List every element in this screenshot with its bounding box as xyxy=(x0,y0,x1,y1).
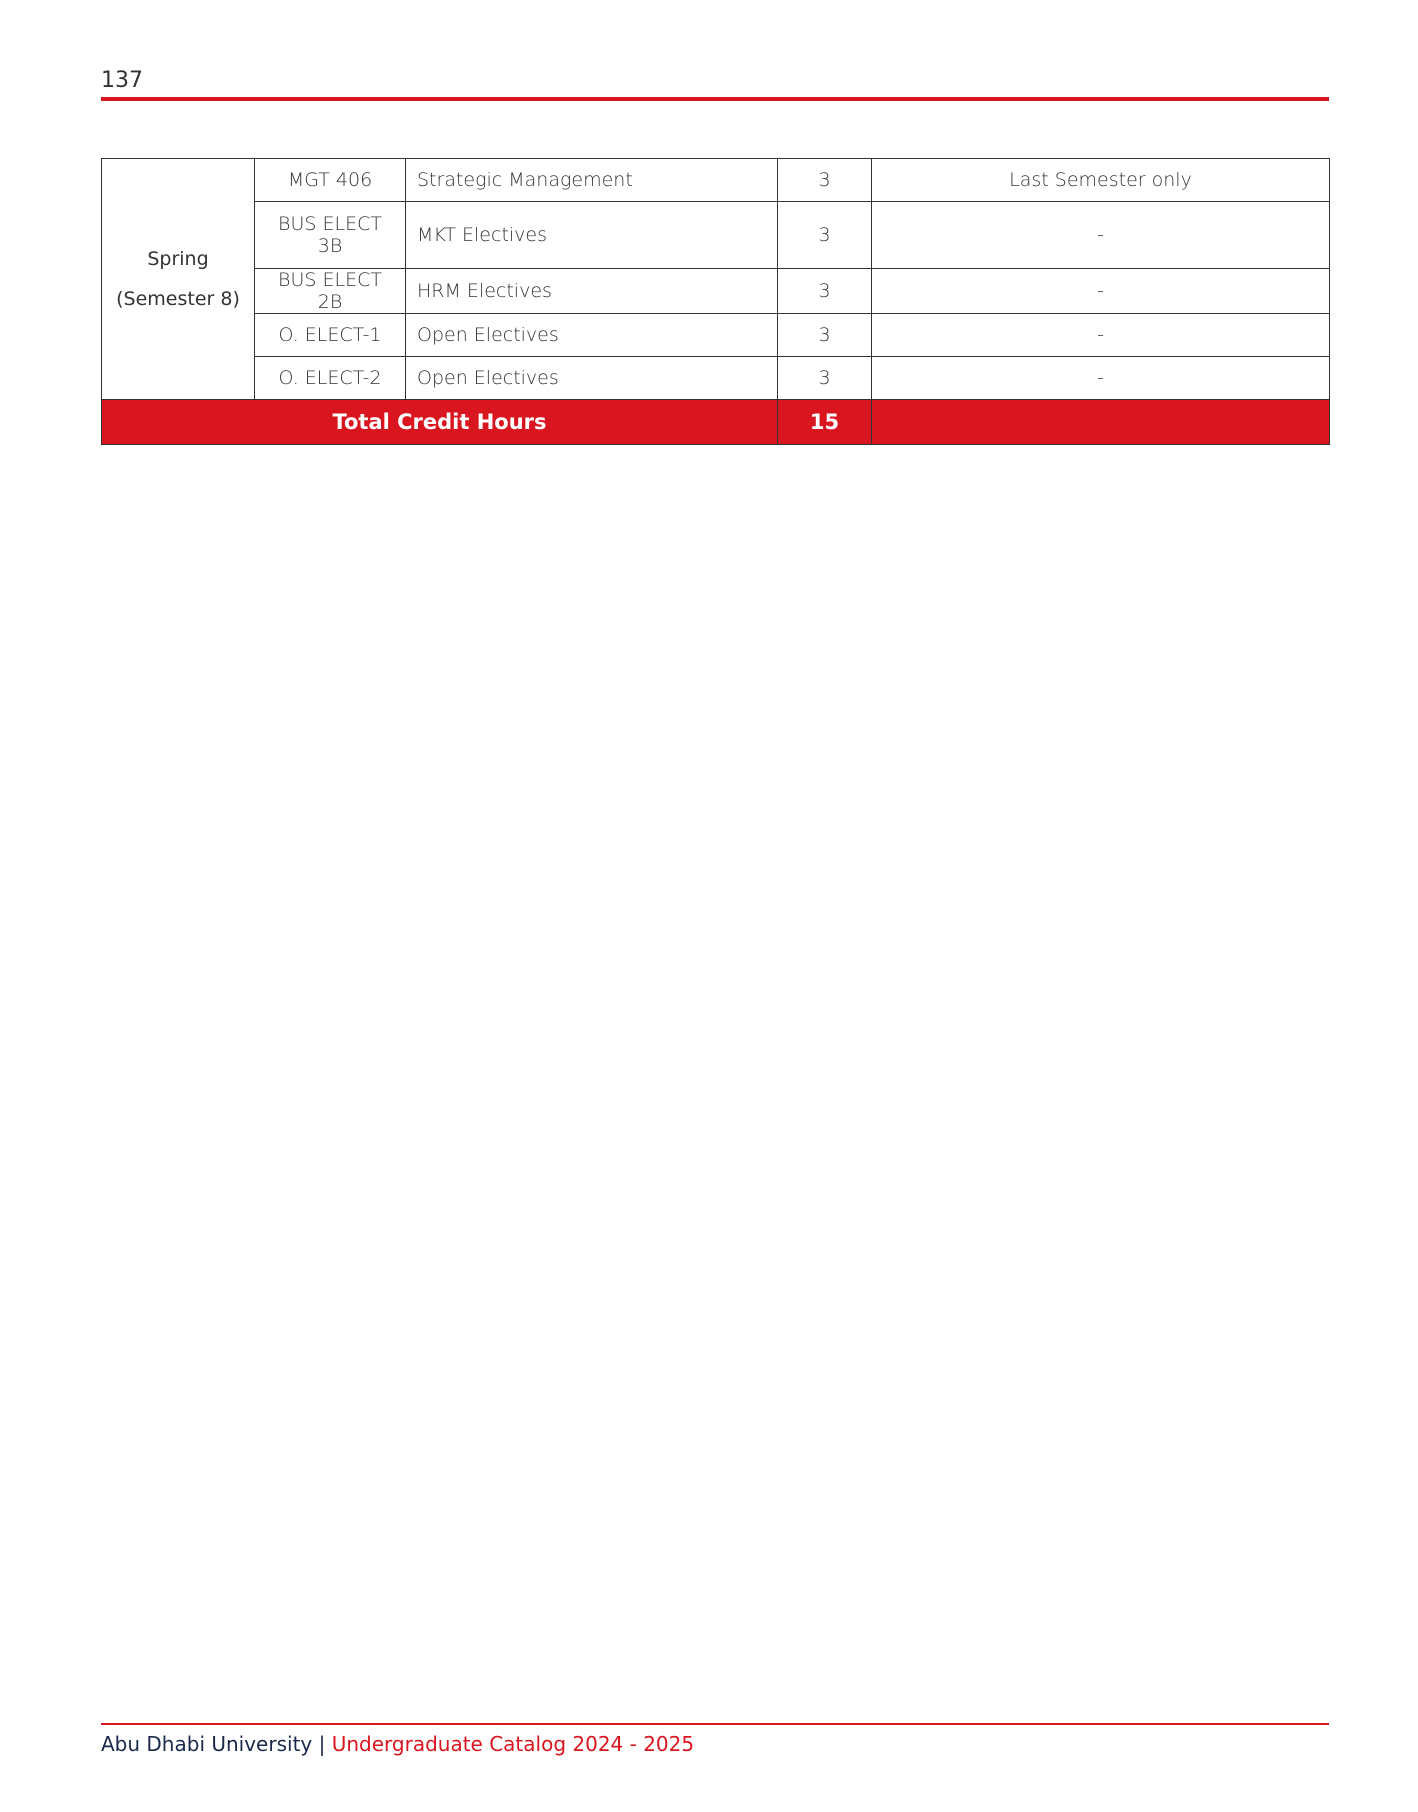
course-prerequisite: Last Semester only xyxy=(872,159,1330,202)
page-number: 137 xyxy=(101,68,143,93)
course-title: HRM Electives xyxy=(406,269,778,314)
course-code: O. ELECT-1 xyxy=(255,314,406,357)
footer-catalog: Undergraduate Catalog 2024 - 2025 xyxy=(331,1732,695,1756)
total-row xyxy=(102,400,1330,445)
semester-cell xyxy=(102,159,255,400)
footer-divider xyxy=(101,1723,1329,1725)
semester-name: Spring xyxy=(147,248,209,270)
total-empty-cell xyxy=(872,400,1330,445)
course-title: Open Electives xyxy=(406,314,778,357)
course-credits: 3 xyxy=(778,314,872,357)
course-credits: 3 xyxy=(778,357,872,400)
table-row xyxy=(102,357,1330,400)
course-code: BUS ELECT 2B xyxy=(255,269,406,314)
course-prerequisite: - xyxy=(872,314,1330,357)
table-row xyxy=(102,202,1330,269)
header-divider xyxy=(101,97,1329,101)
course-code: MGT 406 xyxy=(255,159,406,202)
total-label: Total Credit Hours xyxy=(102,400,778,445)
table-row xyxy=(102,314,1330,357)
total-value: 15 xyxy=(778,400,872,445)
course-prerequisite: - xyxy=(872,269,1330,314)
table-row xyxy=(102,159,1330,202)
table-row xyxy=(102,269,1330,314)
course-title: Strategic Management xyxy=(406,159,778,202)
course-credits: 3 xyxy=(778,202,872,269)
footer-separator: | xyxy=(318,1732,326,1756)
course-credits: 3 xyxy=(778,269,872,314)
course-code: O. ELECT-2 xyxy=(255,357,406,400)
semester-number: (Semester 8) xyxy=(116,288,240,310)
course-title: Open Electives xyxy=(406,357,778,400)
course-credits: 3 xyxy=(778,159,872,202)
footer-university: Abu Dhabi University xyxy=(101,1732,313,1756)
course-code: BUS ELECT 3B xyxy=(255,202,406,269)
study-plan-table xyxy=(101,158,1330,445)
course-title: MKT Electives xyxy=(406,202,778,269)
course-prerequisite: - xyxy=(872,202,1330,269)
footer xyxy=(101,1732,694,1756)
course-prerequisite: - xyxy=(872,357,1330,400)
